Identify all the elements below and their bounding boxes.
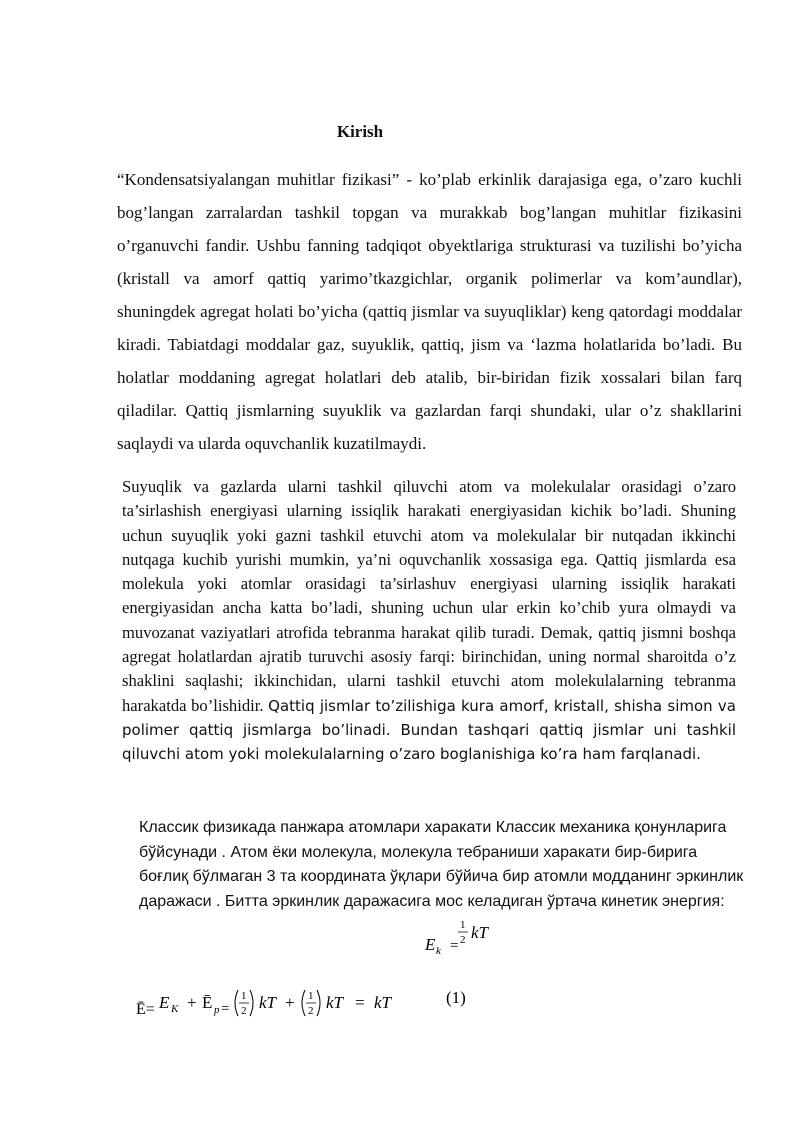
eqm-eq2: = <box>355 993 365 1012</box>
eqm-paren2-right <box>317 990 320 1016</box>
eqm-frac2-num: 1 <box>308 990 314 1002</box>
page-title: Kirish <box>336 122 384 141</box>
eqm-plus2: + <box>285 993 295 1012</box>
eqm-result: kT <box>374 993 391 1012</box>
eq-lhs-sub: k <box>436 945 441 957</box>
eqm-lhs: Ē= <box>136 1001 155 1018</box>
eqm-kT2: kT <box>326 993 343 1012</box>
eqm-frac1-num: 1 <box>241 990 247 1002</box>
eqm-plus1: + <box>187 993 197 1012</box>
eqm-eq1: = <box>221 1001 230 1017</box>
eqm-term1: E <box>159 993 170 1012</box>
eq-rhs: kT <box>471 923 488 942</box>
eqm-term2: Ē <box>202 993 213 1012</box>
paragraph-classical-physics: Классик физикада панжара атомлари харакати Классик механика қонунларига бўйсунади . Атом ёки молекула, молекула тебраниши харакати бир-бирига боғлиқ бўлмаган 3 та координата ўқлари бўйича бир атомли модданинг эркинлик даражаси . Битта эркинлик даражасига мос келадиган ўртача кинетик энергия: <box>139 819 744 910</box>
paragraph-solids <box>122 475 736 767</box>
equation-number: (1) <box>446 988 466 1007</box>
eqm-paren2-left <box>302 990 305 1016</box>
eqm-frac1-den: 2 <box>241 1005 247 1017</box>
eq-frac-num: 1 <box>460 919 466 931</box>
eq-lhs: E <box>425 935 436 954</box>
paragraph-solids-text: Suyuqlik va gazlarda ularni tashkil qiluvchi atom va molekulalar orasidagi o’zaro ta’sirlashish energiyasi ularning issiqlik harakati energiyasidan kichik bo’ladi. Shuning uchun suyuqlik yoki gazni tashkil etuvchi atom va molekulalar bir nutqadan ikkinchi nutqaga kuchib yurishi mumkin, ya’ni oquvchanlik xossasiga ega. Qattiq jismlarda esa molekula yoki atomlar orasidagi ta’sirlashuv energiyasi ularning issiqlik harakati energiyasidan ancha katta bo’ladi, shuning uchun ular erkin ko’chib yura olmaydi va muvozanat vaziyatlari atrofida tebranma harakat qilib turadi. Demak, qattiq jismni boshqa agregat holatlardan ajratib turuvchi asosiy farqi: birinchidan, uning normal sharoitda o’z shaklini saqlashi; ikkinchidan, ularni tashkil etuvchi atom molekulalarning tebranma harakatda bo’lishidir. <box>122 477 736 715</box>
paragraph-intro: “Kondensatsiyalangan muhitlar fizikasi” - ko’plab erkinlik darajasiga ega, o’zaro kuchli bog’langan zarralardan tashkil topgan va murakkab bog’langan muhitlar fizikasini o’rganuvchi fandir. Ushbu fanning tadqiqot obyektlariga strukturasi va tuzilishi bo’yicha (kristall va amorf qattiq yarimo’tkazgichlar, organik polimerlar va kom’aundlar), shuningdek agregat holati bo’yicha (qattiq jismlar va suyuqliklar) keng qatordagi moddalar kiradi. Tabiatdagi moddalar gaz, suyuklik, qattiq, jism va ‘lazma holatlarida bo’ladi. Bu holatlar moddaning agregat holatlari deb atalib, bir-biridan fizik xossalari bilan farq qiladilar. Qattiq jismlarning suyuklik va gazlardan farqi shundaki, ular o’z shakllarini saqlaydi va ularda oquvchanlik kuzatilmaydi. <box>117 170 742 453</box>
eqm-kT1: kT <box>259 993 276 1012</box>
eqm-frac2-den: 2 <box>308 1005 314 1017</box>
paragraph-solids-tail: Qattiq jismlar to’zilishiga kura amorf, kristall, shisha simon va polimer qattiq jismlarga bo’linadi. Bundan tashqari qattiq jismlar uni tashkil qiluvchi atom yoki molekulalarning o’zaro boglanishiga ko’ra ham farqlanadi. <box>122 696 736 764</box>
eqm-paren1-left <box>235 990 238 1016</box>
equation-kinetic-energy <box>425 914 515 962</box>
eq-equals: = <box>450 938 459 954</box>
equation-total-energy <box>136 986 486 1022</box>
eq-frac-den: 2 <box>460 934 466 946</box>
eqm-paren1-right <box>250 990 253 1016</box>
eqm-term1-sub: K <box>171 1003 179 1015</box>
eqm-term2-sub: p <box>214 1004 220 1016</box>
